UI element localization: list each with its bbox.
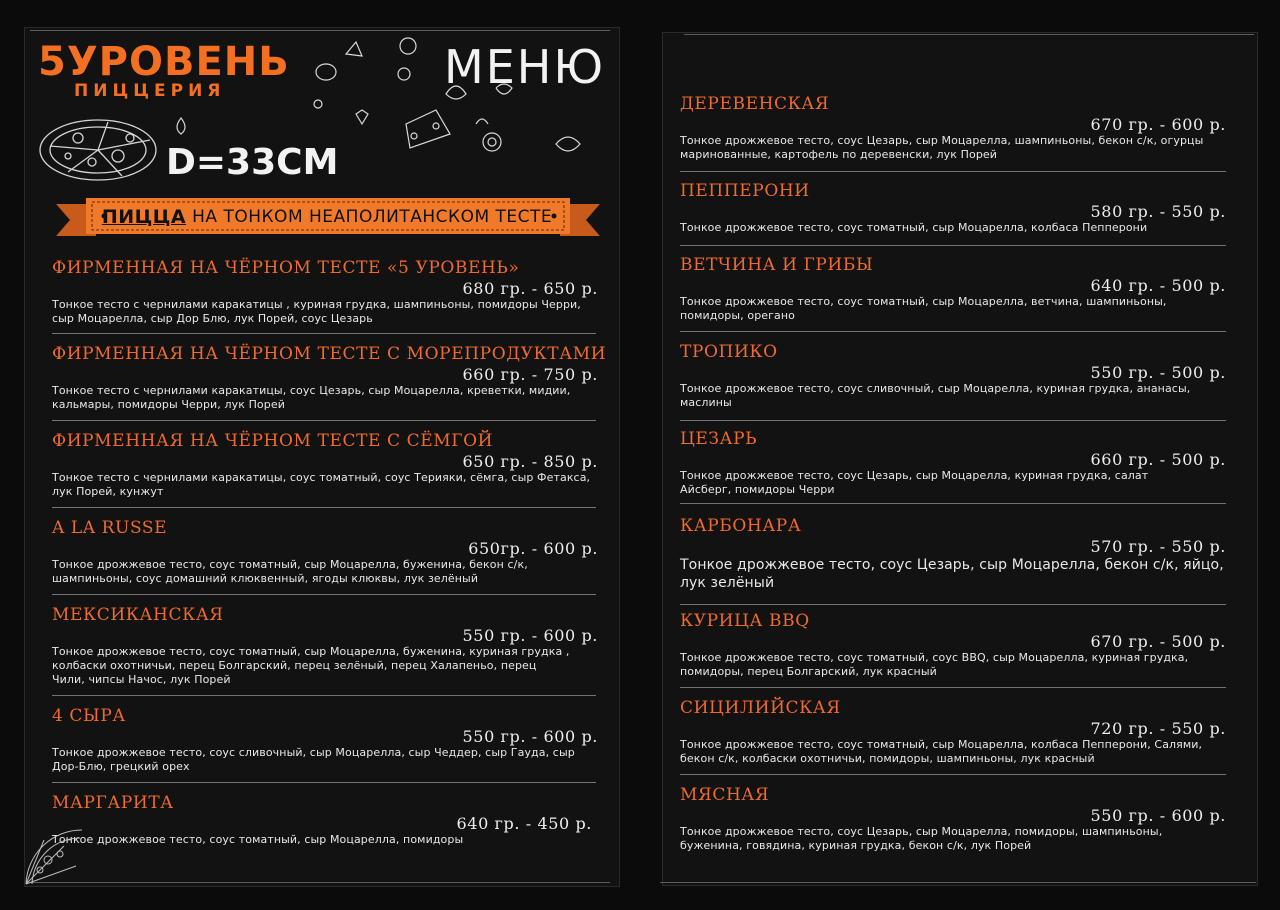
item-price: 550 гр. - 600 р. [462,626,598,645]
item-description: Тонкое дрожжевое тесто, соус Цезарь, сыр Моцарелла, бекон с/к, яйцо, лук зелёный [680,557,1224,591]
menu-item [680,94,1226,164]
item-name: МЯСНАЯ [680,785,770,805]
pizza-slice-corner-icon [24,826,86,886]
item-price: 550 гр. - 500 р. [1090,363,1226,382]
menu-item [680,342,1226,412]
item-separator [680,687,1226,688]
category-lead: ПИЦЦА [101,206,187,228]
item-description: Тонкое дрожжевое тесто, соус томатный, сыр Моцарелла, колбаса Пепперони, Салями, бекон с/к, колбаски охотничьи, помидоры, шампиньоны, лук красный [680,738,1203,765]
logo-sub: ПИЦЦЕРИЯ [74,81,226,101]
item-name: ДЕРЕВЕНСКАЯ [680,94,830,114]
pizza-diameter: D=33CM [166,142,339,183]
menu-item [52,605,598,689]
item-name: СИЦИЛИЙСКАЯ [680,698,841,718]
item-price: 720 гр. - 550 р. [1090,719,1226,738]
menu-item [680,611,1226,681]
item-separator [680,171,1226,172]
item-name: A LA RUSSE [52,518,168,538]
item-description: Тонкое дрожжевое тесто, соус сливочный, сыр Моцарелла, куриная грудка, ананасы, маслины [680,382,1191,409]
item-separator [52,507,596,508]
item-price: 670 гр. - 600 р. [1090,115,1226,134]
item-name: ВЕТЧИНА И ГРИБЫ [680,255,874,275]
item-price: 580 гр. - 550 р. [1090,202,1226,221]
item-price: 660 гр. - 750 р. [462,365,598,384]
menu-item [52,344,607,414]
item-description: Тонкое дрожжевое тесто, соус Цезарь, сыр Моцарелла, куриная грудка, салат Айсберг, помидоры Черри [680,469,1149,496]
item-description: Тонкое дрожжевое тесто, соус сливочный, сыр Моцарелла, сыр Чеддер, сыр Гауда, сыр Дор-Блю, грецкий орех [52,746,575,773]
item-description: Тонкое тесто с чернилами каракатицы, соус томатный, соус Терияки, сёмга, сыр Фетакса, лук Порей, кунжут [52,471,591,498]
item-separator [680,245,1226,246]
item-name: МАРГАРИТА [52,793,174,813]
item-name: ЦЕЗАРЬ [680,429,758,449]
menu-item [52,258,598,328]
item-name: ФИРМЕННАЯ НА ЧЁРНОМ ТЕСТЕ С СЁМГОЙ [52,431,494,451]
item-name: ТРОПИКО [680,342,778,362]
item-price: 570 гр. - 550 р. [1090,537,1226,556]
category-title [92,203,562,231]
menu-item [680,255,1226,325]
item-description: Тонкое дрожжевое тесто, соус томатный, сыр Моцарелла, буженина, бекон с/к, шампиньоны, соус домашний клюквенный, ягоды клюквы, лук зелёный [52,558,528,585]
item-separator [680,774,1226,775]
item-separator [680,420,1226,421]
garlic-icon [172,116,190,136]
item-description: Тонкое дрожжевое тесто, соус Цезарь, сыр Моцарелла, шампиньоны, бекон с/к, огурцы маринованные, картофель по деревенски, лук Порей [680,134,1204,161]
menu-item [52,706,598,776]
item-name: ФИРМЕННАЯ НА ЧЁРНОМ ТЕСТЕ С МОРЕПРОДУКТАМИ [52,344,607,364]
item-price: 550 гр. - 600 р. [462,727,598,746]
chalk-border-bottom [660,882,1256,883]
item-description: Тонкое тесто с чернилами каракатицы, соус Цезарь, сыр Моцарелла, креветки, мидии, кальмары, помидоры Черри, лук Порей [52,384,571,411]
item-name: 4 СЫРА [52,706,126,726]
item-separator [52,420,596,421]
chalk-border-top [684,34,1254,35]
menu-title: МЕНЮ [444,40,606,94]
item-price: 550 гр. - 600 р. [1090,806,1226,825]
chalk-border-bottom [30,882,610,883]
pizza-sketch-icon [38,116,162,184]
item-name: МЕКСИКАНСКАЯ [52,605,224,625]
menu-item [680,516,1226,594]
item-description: Тонкое дрожжевое тесто, соус томатный, сыр Моцарелла, колбаса Пепперони [680,221,1148,234]
item-price: 660 гр. - 500 р. [1090,450,1226,469]
item-price: 670 гр. - 500 р. [1090,632,1226,651]
item-name: ФИРМЕННАЯ НА ЧЁРНОМ ТЕСТЕ «5 УРОВЕНЬ» [52,258,520,278]
chalk-border-top [30,30,610,31]
menu-item [680,181,1226,241]
menu-item [680,785,1226,855]
menu-item [680,698,1226,768]
right-page [640,0,1280,910]
item-separator [52,333,596,334]
item-separator [680,604,1226,605]
logo-main: 5УРОВЕНЬ [38,39,290,85]
item-price: 650гр. - 600 р. [468,539,598,558]
item-separator [52,782,596,783]
item-name: КУРИЦА BBQ [680,611,810,631]
item-price: 650 гр. - 850 р. [462,452,598,471]
item-separator [52,594,596,595]
item-price: 680 гр. - 650 р. [462,279,598,298]
pizzeria-logo [38,39,290,101]
item-separator [680,331,1226,332]
category-rest: НА ТОНКОМ НЕАПОЛИТАНСКОМ ТЕСТЕ [192,207,553,227]
item-description: Тонкое дрожжевое тесто, соус томатный, сыр Моцарелла, помидоры [52,833,464,846]
item-description: Тонкое тесто с чернилами каракатицы , куриная грудка, шампиньоны, помидоры Черри, сыр Моцарелла, сыр Дор Блю, лук Порей, соус Цезарь [52,298,581,325]
menu-item [52,431,598,501]
menu-item [680,429,1226,499]
item-description: Тонкое дрожжевое тесто, соус томатный, соус BBQ, сыр Моцарелла, куриная грудка, помидоры, перец Болгарский, лук красный [680,651,1189,678]
item-name: КАРБОНАРА [680,516,802,536]
item-separator [680,503,1226,504]
menu-item [52,793,592,849]
item-description: Тонкое дрожжевое тесто, соус Цезарь, сыр Моцарелла, помидоры, шампиньоны, буженина, говядина, куриная грудка, бекон с/к, лук Порей [680,825,1163,852]
item-description: Тонкое дрожжевое тесто, соус томатный, сыр Моцарелла, буженина, куриная грудка , колбаски охотничьи, перец Болгарский, перец зелёный, перец Халапеньо, перец Чили, чипсы Начос, лук Порей [52,645,570,686]
item-description: Тонкое дрожжевое тесто, соус томатный, сыр Моцарелла, ветчина, шампиньоны, помидоры, орегано [680,295,1167,322]
item-separator [52,695,596,696]
menu-item [52,518,598,588]
item-price: 640 гр. - 500 р. [1090,276,1226,295]
item-name: ПЕППЕРОНИ [680,181,810,201]
item-price: 640 гр. - 450 р. [456,814,592,833]
